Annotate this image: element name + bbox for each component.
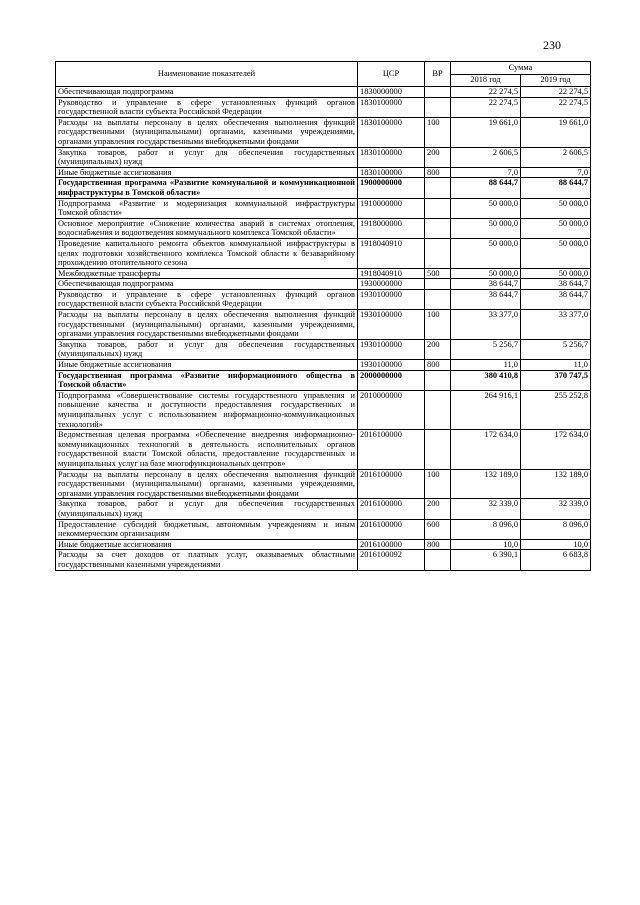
row-sum-2018: 19 661,0 xyxy=(451,117,521,147)
row-csr: 2016100000 xyxy=(358,539,425,550)
row-name: Иные бюджетные ассигнования xyxy=(56,539,358,550)
row-vr xyxy=(425,218,451,238)
row-csr: 2016100092 xyxy=(358,550,425,570)
row-csr: 1910000000 xyxy=(358,198,425,218)
row-vr: 100 xyxy=(425,117,451,147)
row-sum-2018: 8 096,0 xyxy=(451,519,521,539)
row-name: Иные бюджетные ассигнования xyxy=(56,167,358,178)
row-sum-2018: 5 256,7 xyxy=(451,339,521,359)
table-row xyxy=(56,268,591,279)
row-sum-2019: 6 683,8 xyxy=(521,550,591,570)
row-csr: 1830100000 xyxy=(358,97,425,117)
row-csr: 1830000000 xyxy=(358,87,425,98)
row-name: Расходы на выплаты персоналу в целях обеспечения выполнения функций государственными (муниципальными) органами, казенными учреждениями, органами управления государственными внебюджетными фондами xyxy=(56,310,358,340)
row-vr xyxy=(425,289,451,309)
row-sum-2018: 10,0 xyxy=(451,539,521,550)
row-name: Обеспечивающая подпрограмма xyxy=(56,279,358,290)
row-vr: 500 xyxy=(425,268,451,279)
row-sum-2018: 380 410,8 xyxy=(451,370,521,390)
table-row xyxy=(56,198,591,218)
row-vr: 200 xyxy=(425,499,451,519)
row-csr: 1830100000 xyxy=(358,147,425,167)
row-sum-2018: 32 339,0 xyxy=(451,499,521,519)
row-name: Закупка товаров, работ и услуг для обеспечения государственных (муниципальных) нужд xyxy=(56,499,358,519)
table-row xyxy=(56,430,591,469)
header-vr: ВР xyxy=(425,62,451,87)
header-sum: Сумма xyxy=(451,62,591,75)
header-year-2019: 2019 год xyxy=(521,74,591,87)
header-year-2018: 2018 год xyxy=(451,74,521,87)
row-csr: 2016100000 xyxy=(358,430,425,469)
row-csr: 1830100000 xyxy=(358,117,425,147)
row-csr: 1918000000 xyxy=(358,218,425,238)
row-csr: 1930100000 xyxy=(358,289,425,309)
table-row xyxy=(56,550,591,570)
row-sum-2019: 11,0 xyxy=(521,360,591,371)
row-sum-2018: 50 000,0 xyxy=(451,198,521,218)
table-row xyxy=(56,117,591,147)
table-row xyxy=(56,339,591,359)
row-name: Руководство и управление в сфере установленных функций органов государственной власти субъекта Российской Федерации xyxy=(56,289,358,309)
row-vr: 100 xyxy=(425,310,451,340)
row-sum-2018: 6 390,1 xyxy=(451,550,521,570)
row-name: Ведомственная целевая программа «Обеспечение внедрения информационно-коммуникационных технологий в деятельность исполнительных органов государственной власти Томской области, предоставление государственных и муниципальных услуг на базе многофункциональных центров» xyxy=(56,430,358,469)
row-name: Межбюджетные трансферты xyxy=(56,268,358,279)
row-sum-2018: 33 377,0 xyxy=(451,310,521,340)
row-vr: 600 xyxy=(425,519,451,539)
row-name: Расходы за счет доходов от платных услуг, оказываемых областными государственными казенными учреждениями xyxy=(56,550,358,570)
row-sum-2018: 88 644,7 xyxy=(451,178,521,198)
row-sum-2018: 50 000,0 xyxy=(451,218,521,238)
row-sum-2019: 50 000,0 xyxy=(521,218,591,238)
row-vr xyxy=(425,279,451,290)
row-csr: 1930100000 xyxy=(358,360,425,371)
row-name: Государственная программа «Развитие коммунальной и коммуникационной инфраструктуры в Томской области» xyxy=(56,178,358,198)
row-sum-2019: 255 252,8 xyxy=(521,390,591,429)
row-sum-2019: 5 256,7 xyxy=(521,339,591,359)
row-sum-2018: 50 000,0 xyxy=(451,238,521,268)
table-row xyxy=(56,238,591,268)
table-body xyxy=(56,87,591,571)
row-vr: 100 xyxy=(425,469,451,499)
table-row xyxy=(56,97,591,117)
row-sum-2019: 172 634,0 xyxy=(521,430,591,469)
row-csr: 1930100000 xyxy=(358,310,425,340)
budget-table xyxy=(55,61,591,571)
table-row xyxy=(56,279,591,290)
table-row xyxy=(56,390,591,429)
row-vr xyxy=(425,238,451,268)
row-vr: 800 xyxy=(425,360,451,371)
table-row xyxy=(56,289,591,309)
row-csr: 1930000000 xyxy=(358,279,425,290)
table-row xyxy=(56,147,591,167)
row-csr: 2000000000 xyxy=(358,370,425,390)
row-vr xyxy=(425,550,451,570)
row-name: Расходы на выплаты персоналу в целях обеспечения выполнения функций государственными (муниципальными) органами, казенными учреждениями, органами управления государственными внебюджетными фондами xyxy=(56,469,358,499)
table-row xyxy=(56,167,591,178)
table-row xyxy=(56,370,591,390)
row-name: Основное мероприятие «Снижение количества аварий в системах отопления, водоснабжения и водоотведения коммунального комплекса Томской области» xyxy=(56,218,358,238)
row-vr xyxy=(425,97,451,117)
row-csr: 1830100000 xyxy=(358,167,425,178)
table-row xyxy=(56,469,591,499)
row-sum-2018: 50 000,0 xyxy=(451,268,521,279)
row-sum-2019: 38 644,7 xyxy=(521,289,591,309)
table-row xyxy=(56,87,591,98)
row-vr: 800 xyxy=(425,167,451,178)
row-vr xyxy=(425,198,451,218)
row-csr: 2016100000 xyxy=(358,469,425,499)
row-sum-2019: 38 644,7 xyxy=(521,279,591,290)
row-csr: 1918040910 xyxy=(358,238,425,268)
row-sum-2019: 19 661,0 xyxy=(521,117,591,147)
row-name: Закупка товаров, работ и услуг для обеспечения государственных (муниципальных) нужд xyxy=(56,147,358,167)
row-sum-2019: 22 274,5 xyxy=(521,97,591,117)
table-row xyxy=(56,310,591,340)
table-row xyxy=(56,499,591,519)
row-sum-2018: 11,0 xyxy=(451,360,521,371)
row-sum-2019: 88 644,7 xyxy=(521,178,591,198)
header-csr: ЦСР xyxy=(358,62,425,87)
row-name: Подпрограмма «Совершенствование системы государственного управления и повышение качества и доступности предоставления государственных и муниципальных услуг с использованием информационно-коммуникационных технологий» xyxy=(56,390,358,429)
row-vr: 200 xyxy=(425,147,451,167)
row-name: Подпрограмма «Развитие и модернизация коммунальной инфраструктуры Томской области» xyxy=(56,198,358,218)
table-row xyxy=(56,178,591,198)
row-sum-2019: 50 000,0 xyxy=(521,238,591,268)
row-vr xyxy=(425,87,451,98)
table-header xyxy=(56,62,591,87)
row-sum-2019: 10,0 xyxy=(521,539,591,550)
row-sum-2019: 50 000,0 xyxy=(521,198,591,218)
row-name: Обеспечивающая подпрограмма xyxy=(56,87,358,98)
row-sum-2018: 2 606,5 xyxy=(451,147,521,167)
row-sum-2018: 172 634,0 xyxy=(451,430,521,469)
row-sum-2019: 2 606,5 xyxy=(521,147,591,167)
row-sum-2018: 132 189,0 xyxy=(451,469,521,499)
row-csr: 1900000000 xyxy=(358,178,425,198)
row-vr xyxy=(425,390,451,429)
row-sum-2018: 22 274,5 xyxy=(451,87,521,98)
row-sum-2019: 132 189,0 xyxy=(521,469,591,499)
row-vr xyxy=(425,430,451,469)
row-vr xyxy=(425,370,451,390)
row-sum-2018: 38 644,7 xyxy=(451,279,521,290)
table-row xyxy=(56,519,591,539)
row-csr: 1930100000 xyxy=(358,339,425,359)
row-name: Руководство и управление в сфере установленных функций органов государственной власти субъекта Российской Федерации xyxy=(56,97,358,117)
row-sum-2019: 8 096,0 xyxy=(521,519,591,539)
row-name: Закупка товаров, работ и услуг для обеспечения государственных (муниципальных) нужд xyxy=(56,339,358,359)
row-sum-2019: 33 377,0 xyxy=(521,310,591,340)
row-csr: 1918040910 xyxy=(358,268,425,279)
row-sum-2018: 7,0 xyxy=(451,167,521,178)
row-vr: 200 xyxy=(425,339,451,359)
header-name: Наименование показателей xyxy=(56,62,358,87)
table-row xyxy=(56,539,591,550)
row-sum-2019: 7,0 xyxy=(521,167,591,178)
row-sum-2019: 50 000,0 xyxy=(521,268,591,279)
page-number: 230 xyxy=(543,38,561,52)
row-csr: 2010000000 xyxy=(358,390,425,429)
row-csr: 2016100000 xyxy=(358,519,425,539)
table-row xyxy=(56,218,591,238)
row-sum-2018: 38 644,7 xyxy=(451,289,521,309)
row-name: Проведение капитального ремонта объектов коммунальной инфраструктуры в целях подготовки хозяйственного комплекса Томской области к безаварийному прохождению отопительного сезона xyxy=(56,238,358,268)
row-sum-2019: 370 747,5 xyxy=(521,370,591,390)
row-vr: 800 xyxy=(425,539,451,550)
row-sum-2018: 264 916,1 xyxy=(451,390,521,429)
row-sum-2019: 22 274,5 xyxy=(521,87,591,98)
table-row xyxy=(56,360,591,371)
row-vr xyxy=(425,178,451,198)
row-sum-2019: 32 339,0 xyxy=(521,499,591,519)
row-csr: 2016100000 xyxy=(358,499,425,519)
row-name: Государственная программа «Развитие информационного общества в Томской области» xyxy=(56,370,358,390)
row-name: Расходы на выплаты персоналу в целях обеспечения выполнения функций государственными (муниципальными) органами, казенными учреждениями, органами управления государственными внебюджетными фондами xyxy=(56,117,358,147)
row-name: Иные бюджетные ассигнования xyxy=(56,360,358,371)
row-name: Предоставление субсидий бюджетным, автономным учреждениям и иным некоммерческим организациям xyxy=(56,519,358,539)
row-sum-2018: 22 274,5 xyxy=(451,97,521,117)
